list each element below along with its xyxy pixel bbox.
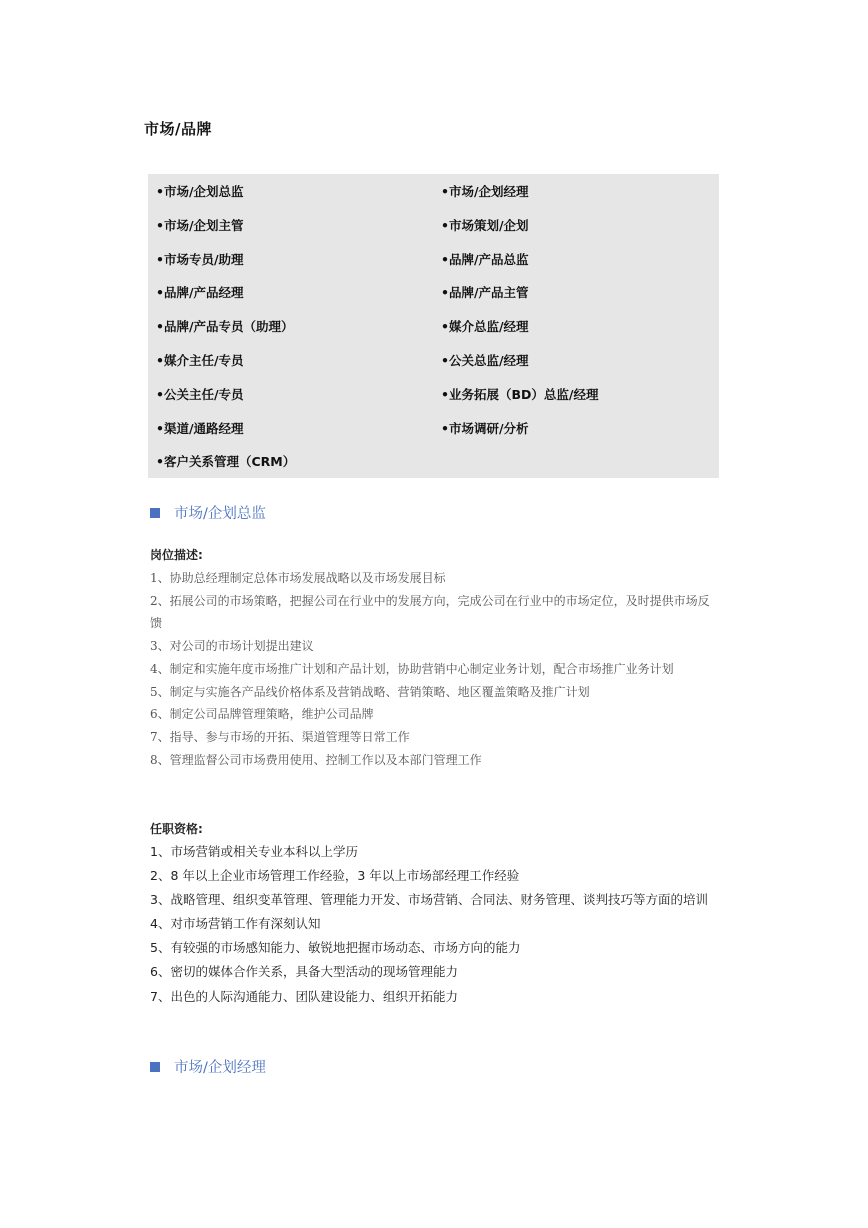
requirement-item: 7、出色的人际沟通能力、团队建设能力、组织开拓能力 [150,988,458,1004]
section-title: 市场/企划总监 [174,506,266,522]
requirements-list [150,840,720,1009]
category-item-6[interactable]: •品牌/产品总监 [441,251,529,267]
square-bullet-icon [150,1062,160,1072]
square-bullet-icon [150,508,160,518]
description-item: 5、制定与实施各产品线价格体系及营销战略、营销策略、地区覆盖策略及推广计划 [150,684,590,699]
category-item-1[interactable]: •市场/企划总监 [156,184,244,199]
requirement-item: 3、战略管理、组织变革管理、管理能力开发、市场营销、合同法、财务管理、谈判技巧等方面的培训 [150,892,708,908]
requirement-item: 6、密切的媒体合作关系，具备大型活动的现场管理能力 [150,964,458,980]
category-item-11[interactable]: •媒介主任/专员 [156,352,244,368]
description-item: 3、对公司的市场计划提出建议 [150,639,314,654]
description-item: 4、制定和实施年度市场推广计划和产品计划，协助营销中心制定业务计划，配合市场推广业务计划 [150,661,674,676]
category-box [148,174,719,478]
category-item-4[interactable]: •市场策划/企划 [441,217,529,233]
section-heading-2 [150,1056,266,1077]
category-item-10[interactable]: •媒介总监/经理 [441,319,529,335]
category-item-15[interactable]: •渠道/通路经理 [156,420,244,436]
requirements-label: 任职资格: [150,822,203,836]
requirement-item: 4、对市场营销工作有深刻认知 [150,916,321,932]
requirement-item: 2、8 年以上企业市场管理工作经验，3 年以上市场部经理工作经验 [150,868,520,884]
category-item-3[interactable]: •市场/企划主管 [156,217,244,233]
category-grid [156,182,716,486]
description-list [150,567,720,771]
description-item: 8、管理监督公司市场费用使用、控制工作以及本部门管理工作 [150,752,482,767]
requirement-item: 1、市场营销或相关专业本科以上学历 [150,844,358,859]
description-label: 岗位描述: [150,548,203,562]
category-item-16[interactable]: •市场调研/分析 [441,420,529,436]
category-item-8[interactable]: •品牌/产品主管 [441,285,529,301]
category-item-13[interactable]: •公关主任/专员 [156,386,244,402]
description-item: 1、协助总经理制定总体市场发展战略以及市场发展目标 [150,571,446,585]
section-title: 市场/企划经理 [174,1060,266,1076]
description-item: 2、拓展公司的市场策略，把握公司在行业中的发展方向，完成公司在行业中的市场定位，及时提供市场反馈 [150,593,710,631]
category-item-9[interactable]: •品牌/产品专员（助理） [156,319,294,335]
page-title: 市场/品牌 [144,120,212,138]
category-item-12[interactable]: •公关总监/经理 [441,352,529,368]
category-item-7[interactable]: •品牌/产品经理 [156,285,244,301]
category-item-14[interactable]: •业务拓展（BD）总监/经理 [441,386,599,402]
requirement-item: 5、有较强的市场感知能力、敏锐地把握市场动态、市场方向的能力 [150,940,521,956]
description-item: 7、指导、参与市场的开拓、渠道管理等日常工作 [150,729,410,744]
category-item-5[interactable]: •市场专员/助理 [156,251,244,267]
section-heading-1 [150,502,266,523]
category-item-2[interactable]: •市场/企划经理 [441,184,529,199]
description-item: 6、制定公司品牌管理策略，维护公司品牌 [150,707,374,722]
category-item-17[interactable]: •客户关系管理（CRM） [156,454,296,470]
